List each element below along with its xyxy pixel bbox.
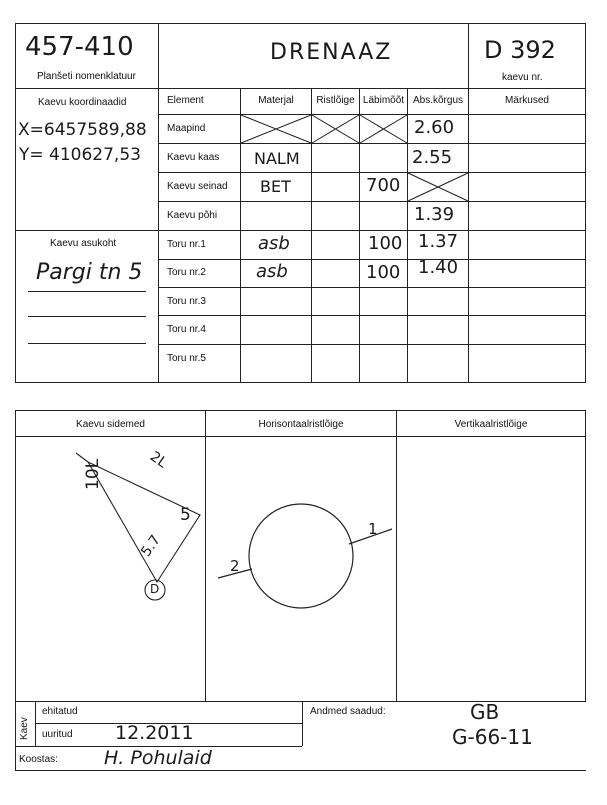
row-diameter: 100 (366, 262, 401, 283)
data-obtained-value-1: GB (470, 700, 500, 724)
well-circle-icon (249, 504, 353, 608)
coordinate-x-value: X=6457589,88 (18, 120, 147, 140)
row-element-label: Toru nr.3 (167, 296, 206, 307)
nomenclature-label: Planšeti nomenklatuur (37, 71, 136, 82)
surveyed-label: uuritud (42, 729, 73, 740)
row-element-label: Kaevu kaas (167, 152, 220, 163)
row-abs-height: 1.37 (418, 231, 459, 252)
compiled-value: H. Pohulaid (104, 747, 212, 769)
row-material: asb (258, 233, 290, 254)
sketch-area-border (16, 411, 586, 702)
coordinates-label: Kaevu koordinaadid (38, 97, 127, 108)
connection-label-left: 10L (83, 458, 103, 490)
nomenclature-value: 457-410 (25, 32, 134, 62)
built-label: ehitatud (42, 706, 78, 717)
location-label: Kaevu asukoht (50, 238, 117, 249)
horizontal-section-title: Horisontaalristlõige (258, 419, 344, 430)
connection-label-right: 5 (180, 505, 191, 525)
pipe-2-label: 2 (230, 557, 240, 575)
row-element-label: Toru nr.4 (167, 324, 206, 335)
kaev-label: Kaev (19, 717, 30, 740)
row-material: asb (256, 261, 288, 282)
connections-title: Kaevu sidemed (76, 419, 145, 430)
vertical-section-title: Vertikaalristlõige (454, 419, 528, 430)
row-abs-height: 2.60 (414, 117, 455, 138)
row-element-label: Maapind (167, 123, 206, 134)
data-obtained-value-2: G-66-11 (452, 725, 533, 749)
horizontal-section-sketch (218, 504, 392, 608)
column-header-material: Materjal (258, 95, 294, 106)
row-element-label: Toru nr.2 (167, 267, 206, 278)
connection-label-top: 2L (146, 448, 170, 472)
well-number-value: D 392 (484, 36, 556, 64)
row-material: NALM (254, 149, 300, 168)
well-node-label: D (150, 582, 160, 596)
row-element-label: Toru nr.5 (167, 353, 206, 364)
location-value: Pargi tn 5 (36, 260, 143, 285)
row-diameter: 700 (366, 175, 401, 196)
column-header-element: Element (167, 95, 204, 106)
well-number-label: kaevu nr. (502, 72, 543, 83)
document-title: DRENAAZ (270, 40, 393, 65)
row-element-label: Toru nr.1 (167, 239, 206, 250)
column-header-cross-section: Ristlõige (316, 95, 355, 106)
compiled-label: Koostas: (19, 754, 58, 765)
row-material: BET (260, 177, 291, 196)
row-abs-height: 1.39 (414, 204, 455, 225)
row-abs-height: 2.55 (412, 147, 453, 168)
column-header-diameter: Läbimõõt (362, 95, 405, 106)
pipe-1-label: 1 (368, 520, 378, 538)
data-obtained-label: Andmed saadud: (310, 706, 386, 717)
coordinate-y-value: Y= 410627,53 (19, 145, 141, 165)
row-element-label: Kaevu seinad (167, 181, 228, 192)
surveyed-value: 12.2011 (115, 722, 194, 744)
column-header-notes: Märkused (505, 95, 549, 106)
connection-label-mid: 5.7 (138, 532, 165, 560)
row-element-label: Kaevu põhi (167, 210, 218, 221)
row-diameter: 100 (368, 233, 403, 254)
column-header-abs-height: Abs.kõrgus (412, 95, 464, 106)
row-abs-height: 1.40 (418, 257, 459, 278)
